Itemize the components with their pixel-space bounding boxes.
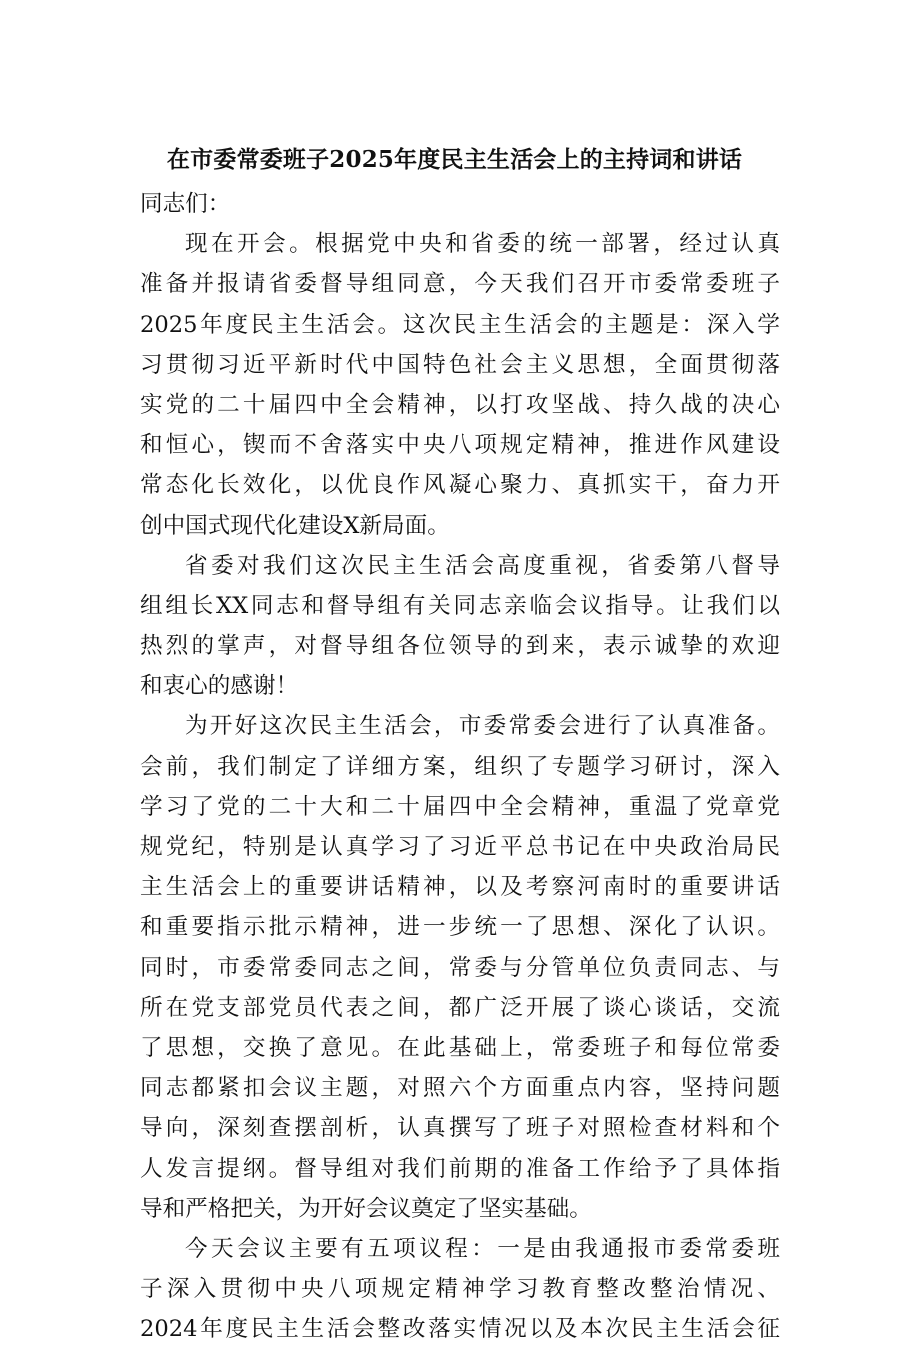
text-line: 热烈的掌声，对督导组各位领导的到来，表示诚挚的欢迎 [140, 633, 780, 660]
document-title: 在市委常委班子2025年度民主生活会上的主持词和讲话 [166, 146, 743, 173]
text-line: 和恒心，锲而不舍落实中央八项规定精神，推进作风建设 [140, 432, 780, 459]
text-line: 和衷心的感谢！ [140, 673, 299, 700]
text-line: 导向，深刻查摆剖析，认真撰写了班子对照检查材料和个 [140, 1115, 780, 1142]
text-line: 省委对我们这次民主生活会高度重视，省委第八督导 [185, 552, 780, 579]
text-line: 和重要指示批示精神，进一步统一了思想、深化了认识。 [140, 914, 780, 941]
text-line: 同时，市委常委同志之间，常委与分管单位负责同志、与 [140, 954, 780, 981]
text-line: 2025年度民主生活会。这次民主生活会的主题是：深入学 [140, 311, 780, 338]
text-line: 为开好这次民主生活会，市委常委会进行了认真准备。 [185, 713, 780, 740]
text-line: 同志都紧扣会议主题，对照六个方面重点内容，坚持问题 [140, 1075, 780, 1102]
text-line: 现在开会。根据党中央和省委的统一部署，经过认真 [185, 231, 780, 258]
document-body [140, 184, 780, 1349]
text-line: 2024年度民主生活会整改落实情况以及本次民主生活会征 [140, 1316, 780, 1343]
text-line: 习贯彻习近平新时代中国特色社会主义思想，全面贯彻落 [140, 351, 780, 378]
text-line: 主生活会上的重要讲话精神，以及考察河南时的重要讲话 [140, 874, 780, 901]
text-line: 了思想，交换了意见。在此基础上，常委班子和每位常委 [140, 1034, 780, 1061]
text-line: 规党纪，特别是认真学习了习近平总书记在中央政治局民 [140, 834, 780, 860]
text-line: 今天会议主要有五项议程：一是由我通报市委常委班 [185, 1235, 780, 1262]
text-line: 学习了党的二十大和二十届四中全会精神，重温了党章党 [140, 793, 780, 820]
text-line: 创中国式现代化建设X新局面。 [140, 512, 450, 539]
text-line: 准备并报请省委督导组同意，今天我们召开市委常委班子 [140, 271, 780, 298]
text-line: 会前，我们制定了详细方案，组织了专题学习研讨，深入 [140, 753, 780, 780]
text-line: 实党的二十届四中全会精神，以打攻坚战、持久战的决心 [140, 391, 780, 418]
text-line: 组组长XX同志和督导组有关同志亲临会议指导。让我们以 [140, 592, 780, 619]
text-line: 导和严格把关，为开好会议奠定了坚实基础。 [140, 1195, 592, 1222]
text-line: 同志们： [140, 191, 231, 217]
text-line: 子深入贯彻中央八项规定精神学习教育整改整治情况、 [140, 1276, 780, 1303]
text-line: 人发言提纲。督导组对我们前期的准备工作给予了具体指 [140, 1155, 780, 1182]
text-line: 所在党支部党员代表之间，都广泛开展了谈心谈话，交流 [140, 994, 780, 1021]
text-line: 常态化长效化，以优良作风凝心聚力、真抓实干，奋力开 [140, 472, 780, 499]
